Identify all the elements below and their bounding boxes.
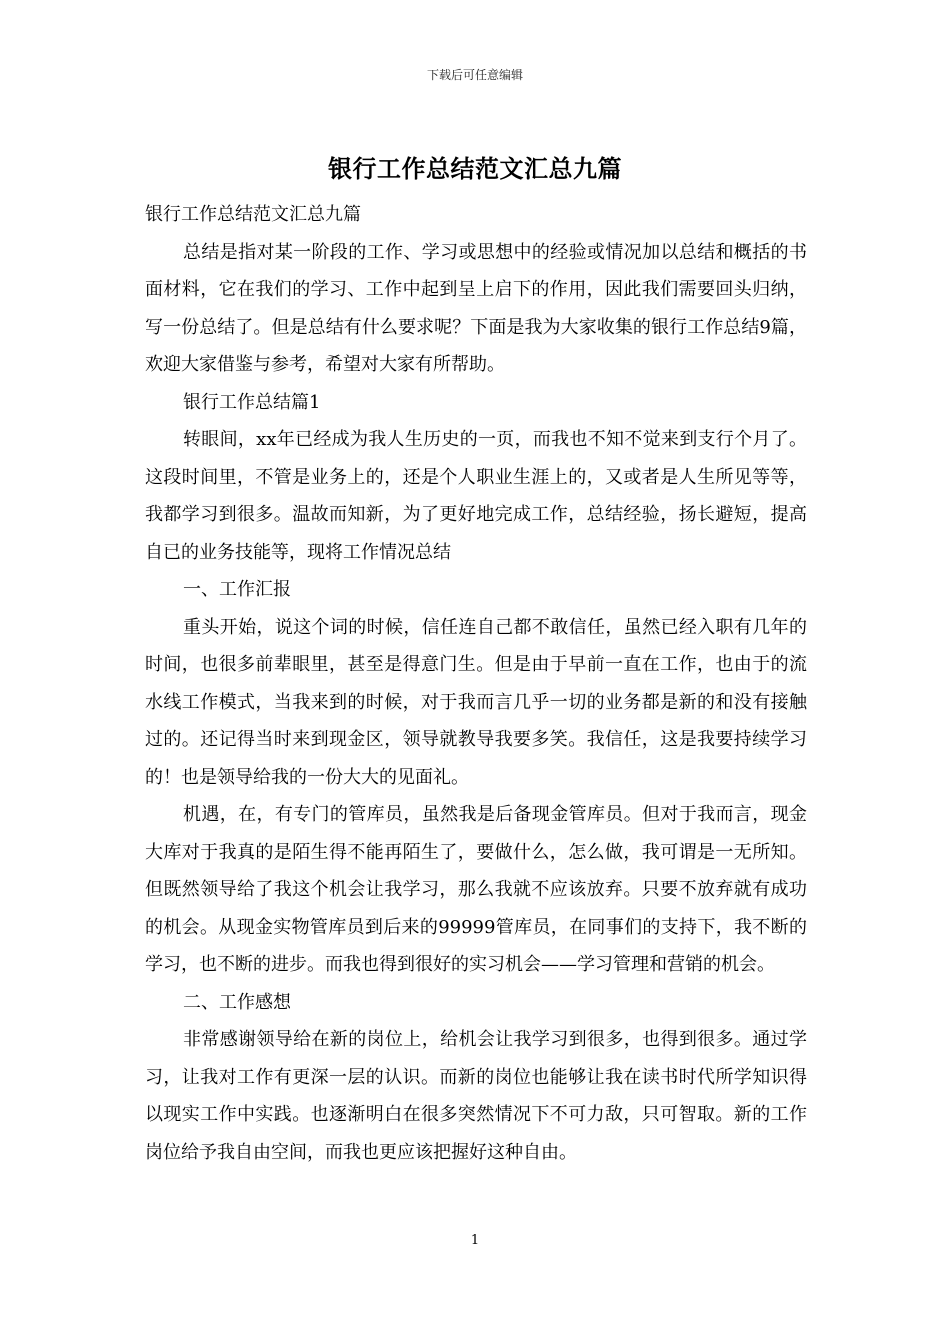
body-paragraph: 重头开始，说这个词的时候，信任连自己都不敢信任，虽然已经入职有几年的时间，也很多前辈眼里，甚至是得意门生。但是由于早前一直在工作，也由于的流水线工作模式，当我来到的时候，对于我而言几乎一切的业务都是新的和没有接触过的。还记得当时来到现金区，领导就教导我要多笑。我信任，这是我要持续学习的！也是领导给我的一份大大的见面礼。: [145, 616, 807, 788]
document-title: 银行工作总结范文汇总九篇: [328, 154, 622, 183]
section-heading: 一、工作汇报: [183, 579, 291, 600]
body-paragraph: 转眼间，xx年已经成为我人生历史的一页，而我也不知不觉来到支行个月了。这段时间里，不管是业务上的，还是个人职业生涯上的，又或者是人生所见等等，我都学习到很多。温故而知新，为了更好地完成工作，总结经验，扬长避短，提高自已的业务技能等，现将工作情况总结: [145, 429, 807, 563]
body-paragraph: 非常感谢领导给在新的岗位上，给机会让我学习到很多，也得到很多。通过学习，让我对工作有更深一层的认识。而新的岗位也能够让我在读书时代所学知识得以现实工作中实践。也逐渐明白在很多突然情况下不可力敌，只可智取。新的工作岗位给予我自由空间，而我也更应该把握好这种自由。: [145, 1029, 807, 1163]
page-number: 1: [470, 1233, 480, 1248]
document-body: [145, 196, 807, 1171]
header-note: 下载后可任意编辑: [426, 68, 523, 82]
section-heading: 银行工作总结篇1: [183, 391, 321, 413]
subtitle-paragraph: 银行工作总结范文汇总九篇: [145, 204, 361, 225]
body-paragraph: 机遇，在，有专门的管库员，虽然我是后备现金管库员。但对于我而言，现金大库对于我真的是陌生得不能再陌生了，要做什么，怎么做，我可谓是一无所知。但既然领导给了我这个机会让我学习，那么我就不应该放弃。只要不放弃就有成功的机会。从现金实物管库员到后来的99999管库员，在同事们的支持下，我不断的学习，也不断的进步。而我也得到很好的实习机会——学习管理和营销的机会。: [145, 804, 807, 975]
intro-paragraph: 总结是指对某一阶段的工作、学习或思想中的经验或情况加以总结和概括的书面材料，它在我们的学习、工作中起到呈上启下的作用，因此我们需要回头归纳，写一份总结了。但是总结有什么要求呢？下面是我为大家收集的银行工作总结9篇，欢迎大家借鉴与参考，希望对大家有所帮助。: [145, 241, 807, 375]
section-heading: 二、工作感想: [183, 991, 291, 1013]
